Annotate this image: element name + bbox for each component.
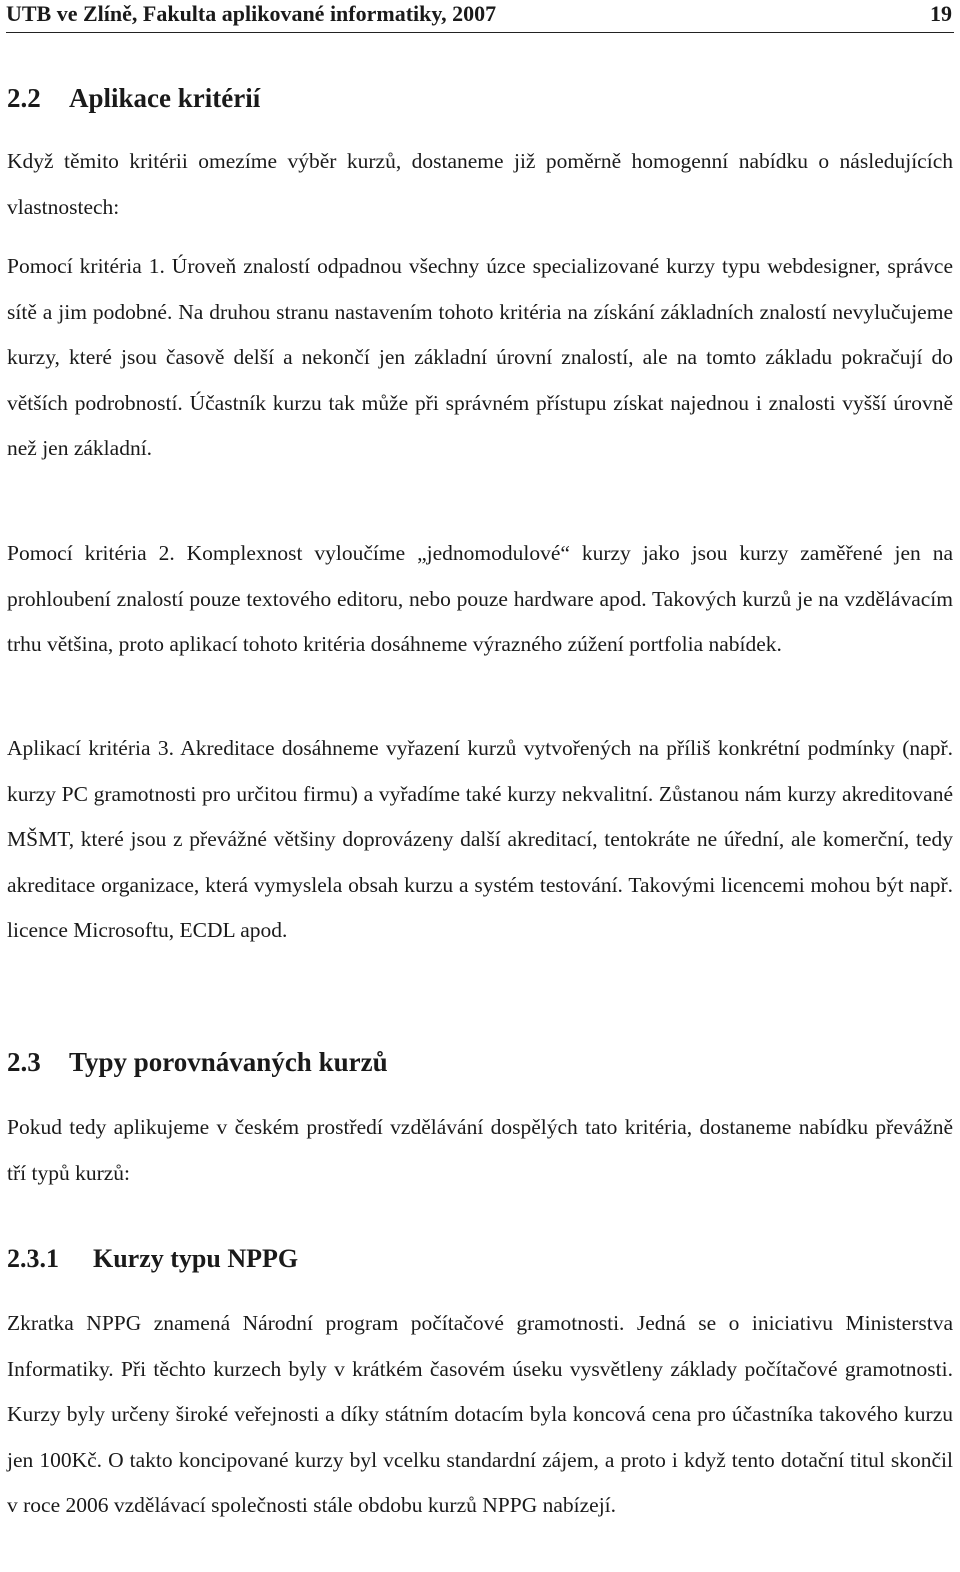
paragraph-nppg: Zkratka NPPG znamená Národní program počítačové gramotnosti. Jedná se o iniciativu Ministerstva Informatiky. Při těchto kurzech byly v krátkém časovém úseku vysvětleny základy počítačové gramotnosti. Kurzy byly určeny široké veřejnosti a díky státním dotacím byla koncová cena pro účastníka takového kurzu jen 100Kč. O takto koncipované kurzy byl vcelku standardní zájem, a proto i když tento dotační titul skončil v roce 2006 vzdělávací společnosti stále obdobu kurzů NPPG nabízejí.: [7, 1311, 953, 1518]
section-heading-2-3: [7, 1046, 388, 1078]
section-heading-2-2: [7, 82, 260, 114]
paragraph-intro: Když těmito kritérii omezíme výběr kurzů, dostaneme již poměrně homogenní nabídku o následujících vlastnostech:: [7, 149, 953, 219]
section-heading-2-3-1: [7, 1243, 298, 1275]
section-number: 2.2: [7, 83, 41, 113]
section-number: 2.3.1: [7, 1244, 59, 1273]
page-number: 19: [930, 1, 952, 26]
paragraph-criterion-2: Pomocí kritéria 2. Komplexnost vyloučíme „jednomodulové“ kurzy jako jsou kurzy zaměřené jen na prohloubení znalostí pouze textového editoru, nebo pouze hardware apod. Takových kurzů je na vzdělávacím trhu většina, proto aplikací tohoto kritéria dosáhneme výrazného zúžení portfolia nabídek.: [7, 541, 953, 657]
section-title: Typy porovnávaných kurzů: [69, 1047, 388, 1077]
header-title: UTB ve Zlíně, Fakulta aplikované informatiky, 2007: [6, 1, 497, 26]
paragraph-criterion-1: Pomocí kritéria 1. Úroveň znalostí odpadnou všechny úzce specializované kurzy typu webdesigner, správce sítě a jim podobné. Na druhou stranu nastavením tohoto kritéria na získání základních znalostí nevylučujeme kurzy, které jsou časově delší a nekončí jen základní úrovní znalostí, ale na tomto základu pokračují do větších podrobností. Účastník kurzu tak může při správném přístupu získat najednou i znalosti vyšší úrovně než jen základní.: [7, 254, 953, 461]
section-title: Aplikace kritérií: [69, 83, 261, 113]
paragraph-types-intro: Pokud tedy aplikujeme v českém prostředí vzdělávání dospělých tato kritéria, dostaneme nabídku převážně tří typů kurzů:: [7, 1115, 953, 1185]
section-title: Kurzy typu NPPG: [93, 1244, 299, 1273]
running-header: [6, 0, 954, 33]
section-number: 2.3: [7, 1047, 41, 1077]
paragraph-criterion-3: Aplikací kritéria 3. Akreditace dosáhneme vyřazení kurzů vytvořených na příliš konkrétní podmínky (např. kurzy PC gramotnosti pro určitou firmu) a vyřadíme také kurzy nekvalitní. Zůstanou nám kurzy akreditované MŠMT, které jsou z převážné většiny doprovázeny další akreditací, tentokráte ne úřední, ale komerční, tedy akreditace organizace, která vymyslela obsah kurzu a systém testování. Takovými licencemi mohou být např. licence Microsoftu, ECDL apod.: [7, 736, 953, 943]
